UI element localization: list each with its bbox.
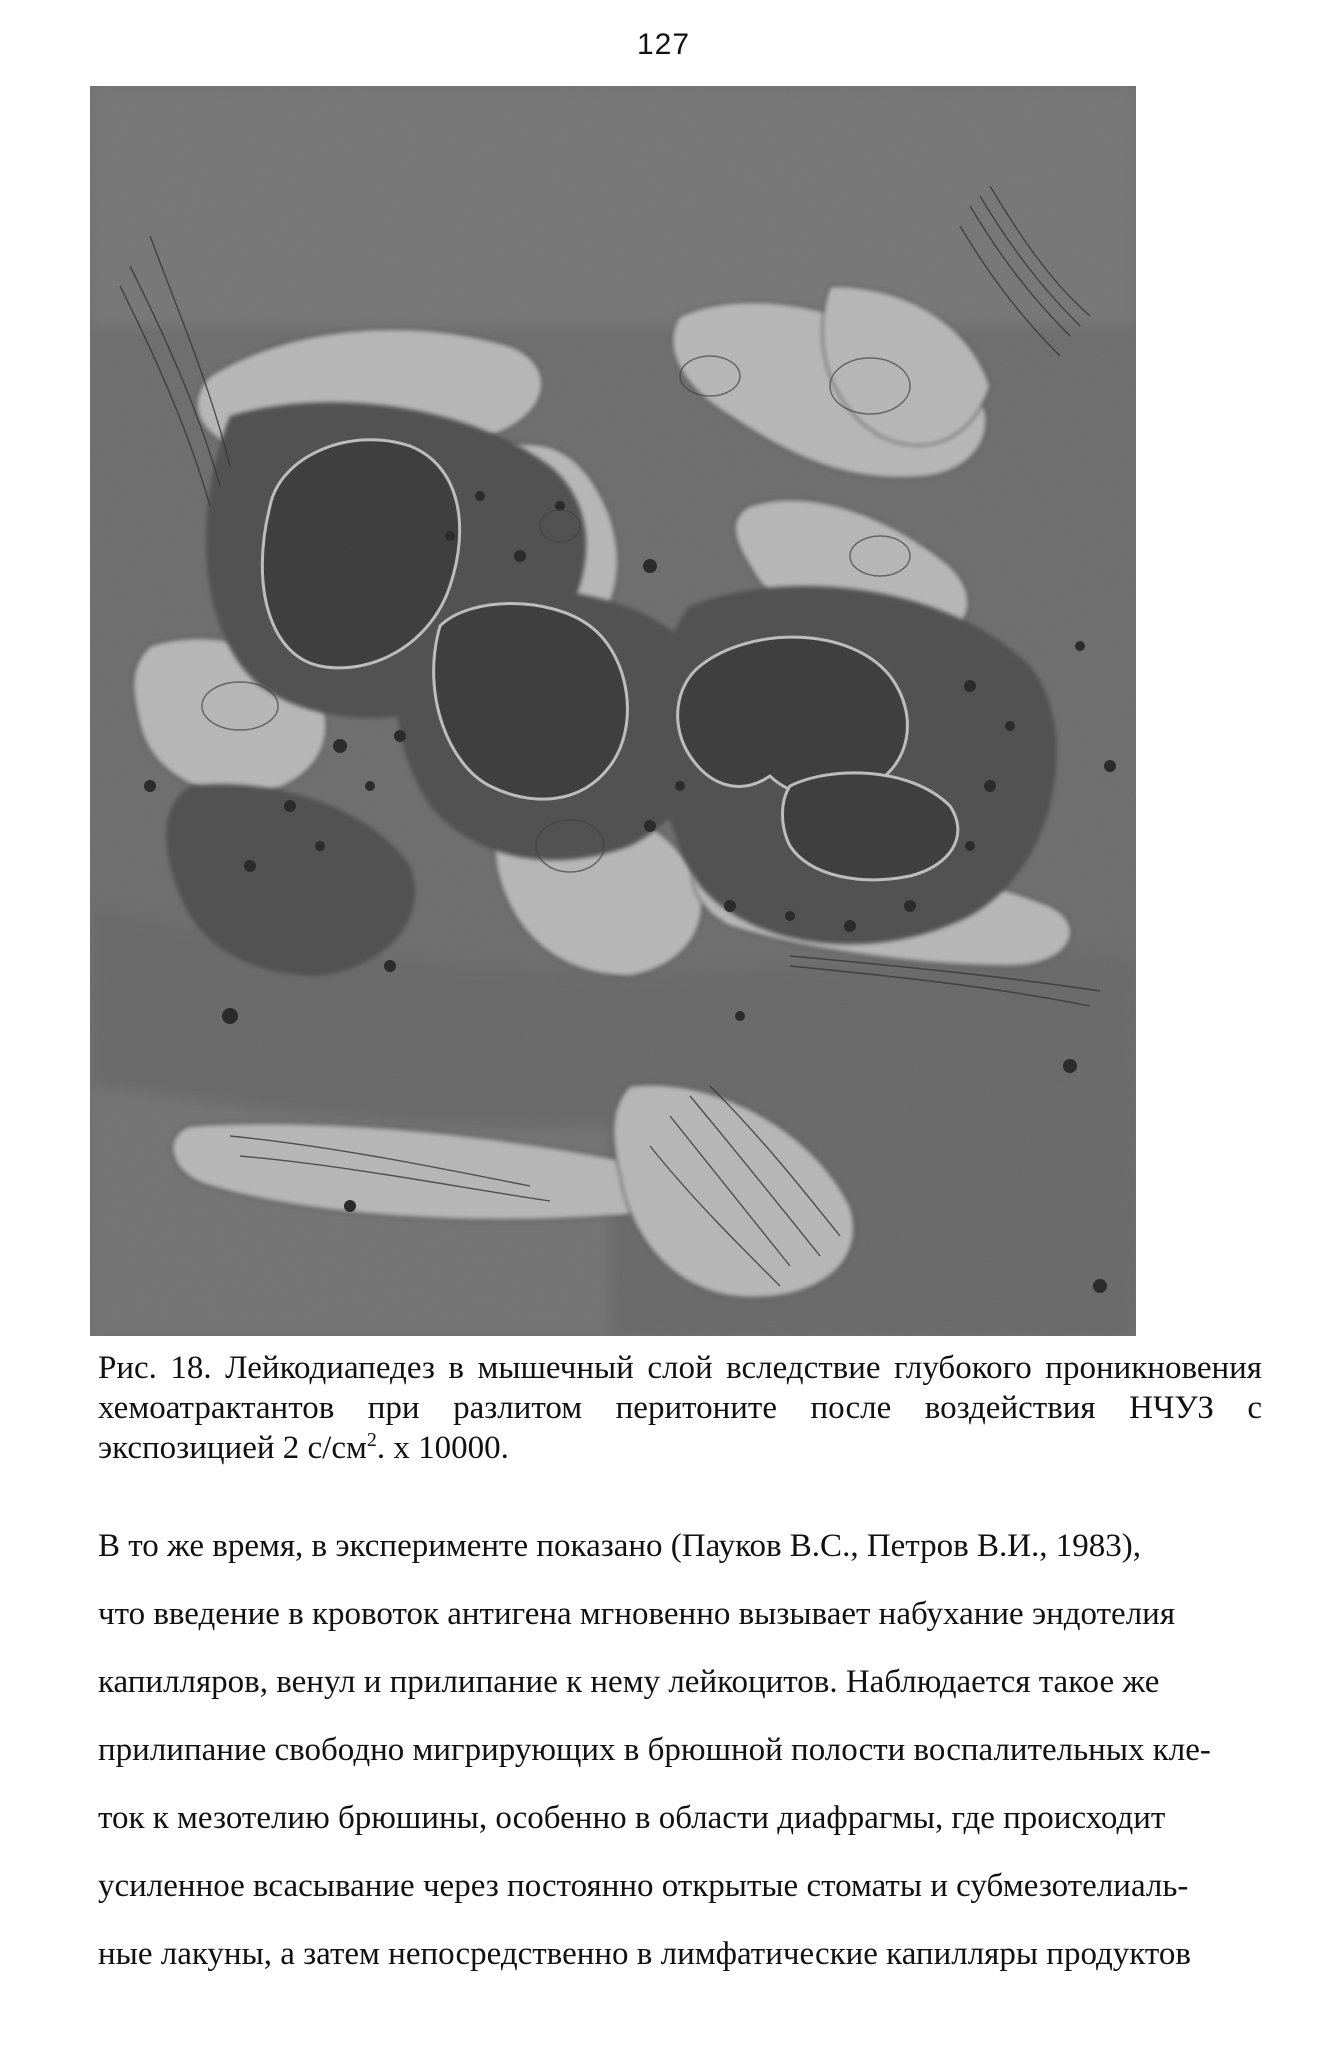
body-line: В то же время, в эксперименте показано (Пауков В.С., Петров В.И., 1983),: [98, 1528, 1142, 1564]
body-line: капилляров, венул и прилипание к нему лейкоцитов. Наблюдается такое же: [98, 1664, 1160, 1700]
caption-text: Рис. 18. Лейкодиапедез в мышечный слой вследствие глубокого проникновения хемоатрактантов при разлитом перитоните после воздействия НЧУЗ с экспозицией 2 с/см: [98, 1350, 1262, 1466]
body-line: ные лакуны, а затем непосредственно в лимфатические капилляры продуктов: [98, 1936, 1191, 1972]
figure-caption: [98, 1348, 1262, 1468]
body-line: усиленное всасывание через постоянно открытые стоматы и субмезотелиаль-: [98, 1868, 1189, 1904]
caption-superscript: 2: [366, 1429, 377, 1451]
body-paragraph: [98, 1512, 1268, 1988]
body-line: прилипание свободно мигрирующих в брюшной полости воспалительных кле-: [98, 1732, 1211, 1768]
micrograph-image: [90, 86, 1136, 1336]
body-line: что введение в кровоток антигена мгновенно вызывает набухание эндотелия: [98, 1596, 1175, 1632]
body-line: ток к мезотелию брюшины, особенно в области диафрагмы, где происходит: [98, 1800, 1166, 1836]
electron-micrograph: [90, 86, 1136, 1336]
caption-magnification: . х 10000.: [376, 1430, 509, 1466]
page-number: 127: [636, 28, 691, 61]
